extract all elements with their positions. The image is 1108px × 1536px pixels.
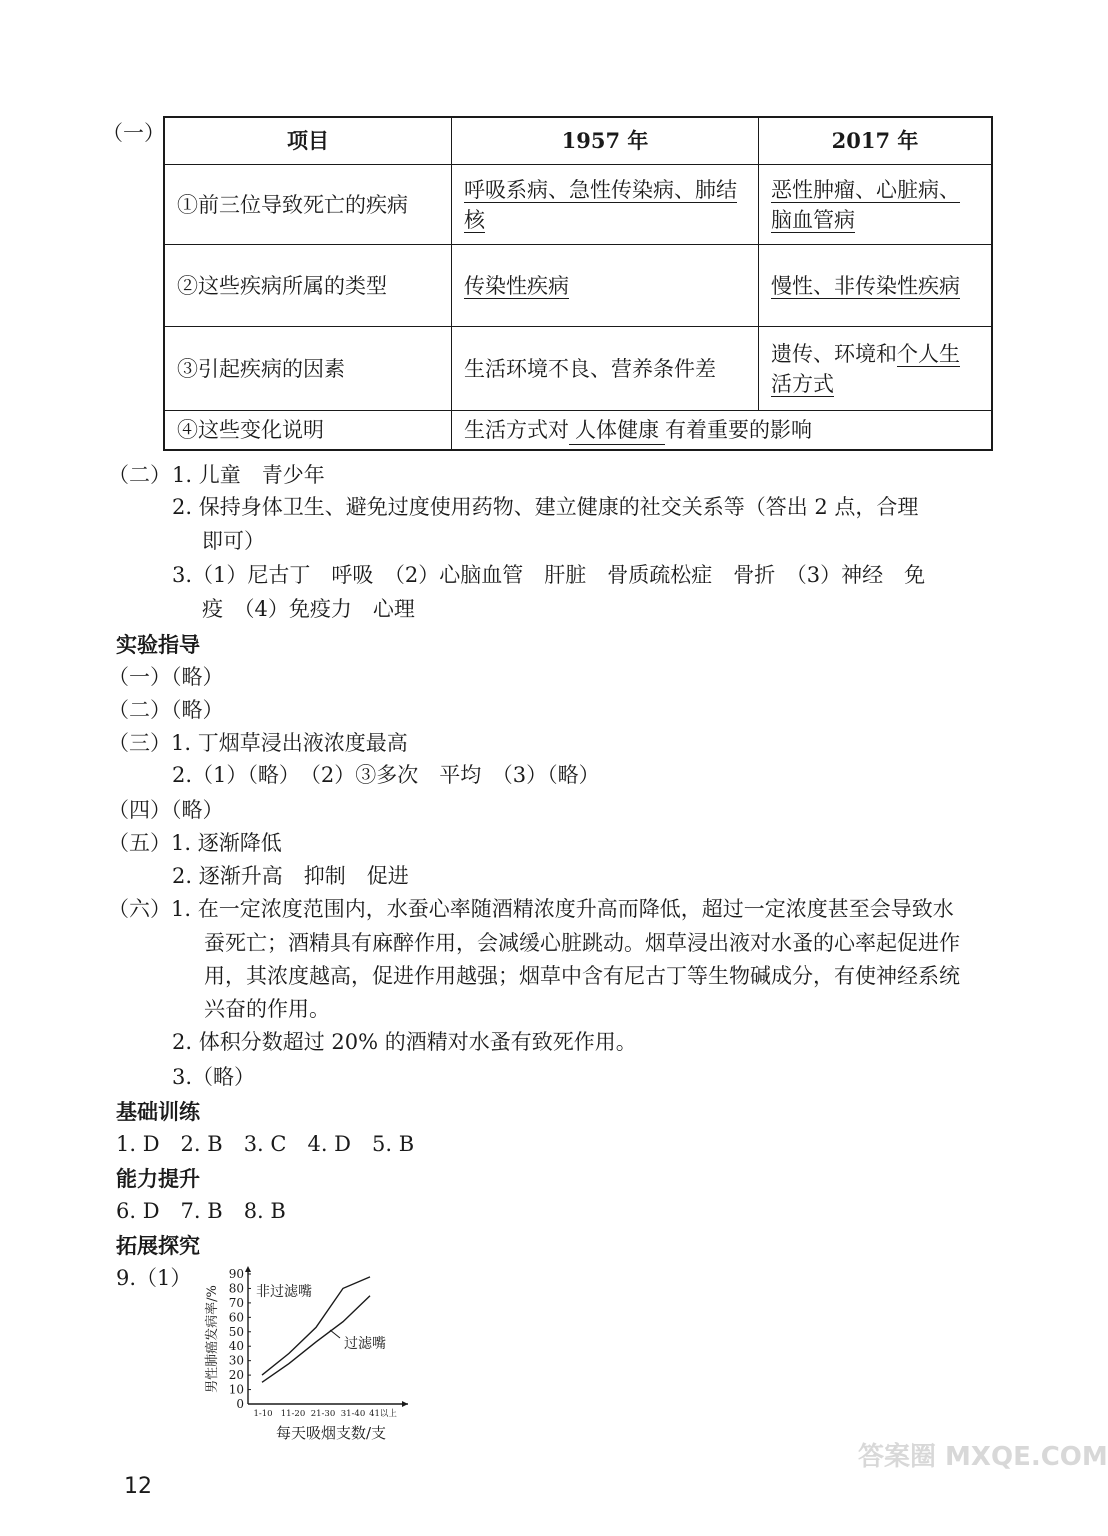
answer-blank: 人体健康: [569, 417, 665, 445]
experiment-line: 2. 逐渐升高 抑制 促进: [172, 864, 409, 888]
experiment-line: （二）（略）: [108, 698, 224, 722]
x-axis-label: 每天吸烟支数/支: [275, 1424, 387, 1442]
experiment-line: 蚕死亡；酒精具有麻醉作用，会减缓心脏跳动。烟草浸出液对水蚤的心率起促进作: [204, 931, 960, 955]
basic-answers: 1. D 2. B 3. C 4. D 5. B: [116, 1132, 415, 1156]
part-two-q3-line2: 疫 （4）免疫力 心理: [202, 597, 415, 621]
table-cell-1957: [452, 165, 759, 245]
table-row: [164, 165, 992, 245]
explore-heading: 拓展探究: [116, 1234, 200, 1258]
x-tick-label: 21-30: [310, 1409, 336, 1419]
y-tick-label: 0: [236, 1397, 244, 1411]
q9-label: 9.（1）: [116, 1266, 192, 1290]
answer-blank: 个人生活方式: [771, 341, 960, 396]
ability-heading: 能力提升: [116, 1167, 200, 1191]
table-header-2017: 2017 年: [759, 117, 993, 165]
cell-suffix: 有着重要的影响: [665, 418, 812, 442]
y-tick-label: 40: [228, 1339, 244, 1354]
section-one-label: （一）: [102, 121, 165, 145]
experiment-line: 用，其浓度越高，促进作用越强；烟草中含有尼古丁等生物碱成分，有使神经系统: [204, 964, 960, 988]
table-cell-item: ①前三位导致死亡的疾病: [164, 165, 452, 245]
experiment-line: （六）1. 在一定浓度范围内，水蚕心率随酒精浓度升高而降低，超过一定浓度甚至会导致水: [108, 897, 954, 921]
part-two-q2-line1: 2. 保持身体卫生、避免过度使用药物、建立健康的社交关系等（答出 2 点，合理: [172, 495, 919, 519]
series-label: 过滤嘴: [344, 1336, 386, 1352]
table-header-row: [164, 117, 992, 165]
table-cell-item: ④这些变化说明: [164, 411, 452, 451]
cell-prefix: 遗传、环境和: [771, 341, 897, 366]
page-number: 12: [124, 1474, 152, 1499]
table-row: [164, 327, 992, 411]
table-row: [164, 411, 992, 451]
table-row: [164, 245, 992, 327]
watermark-logo: 答案圈 MXQE.COM: [858, 1442, 1108, 1472]
experiment-line: （四）（略）: [108, 798, 224, 822]
experiment-line: （三）1. 丁烟草浸出液浓度最高: [108, 731, 408, 755]
experiment-line: 兴奋的作用。: [204, 997, 330, 1021]
x-tick-label: 11-20: [280, 1409, 306, 1419]
x-tick-label: 31-40: [340, 1409, 366, 1419]
table-cell-2017: [759, 245, 993, 327]
part-two-q1: 1. 儿童 青少年: [172, 463, 325, 487]
y-axis-label: 男性肺癌发病率/%: [205, 1285, 220, 1393]
y-tick-label: 90: [228, 1267, 244, 1281]
x-axis-arrow: [402, 1401, 408, 1407]
y-axis-arrow: [245, 1266, 251, 1272]
part-two-q3-line1: 3.（1）尼古丁 呼吸 （2）心脑血管 肝脏 骨质疏松症 骨折 （3）神经 免: [172, 563, 926, 587]
answer-blank: 慢性、非传染性疾病: [771, 273, 960, 298]
table-cell-2017: [759, 165, 993, 245]
y-tick-label: 20: [228, 1368, 244, 1383]
table-cell-item: ②这些疾病所属的类型: [164, 245, 452, 327]
y-tick-label: 10: [228, 1382, 244, 1397]
experiment-line: （一）（略）: [108, 665, 224, 689]
answer-table: [163, 116, 993, 451]
x-tick-label: 41以上: [369, 1409, 397, 1419]
table-cell-merged: [452, 411, 993, 451]
table-cell-1957: 生活环境不良、营养条件差: [452, 327, 759, 411]
table-cell-1957: [452, 245, 759, 327]
part-two-q2-line2: 即可）: [202, 529, 265, 553]
lung-cancer-chart: [200, 1258, 420, 1444]
y-tick-label: 30: [228, 1353, 244, 1368]
y-tick-label: 60: [228, 1310, 244, 1325]
series-label: 非过滤嘴: [256, 1284, 312, 1300]
experiment-line: （五）1. 逐渐降低: [108, 831, 282, 855]
label-pointer: [330, 1330, 340, 1338]
table-cell-2017: [759, 327, 993, 411]
answer-blank: 恶性肿瘤、心脏病、脑血管病: [771, 177, 960, 232]
basic-heading: 基础训练: [116, 1100, 200, 1124]
x-tick-label: 1-10: [253, 1409, 273, 1419]
y-tick-label: 50: [228, 1324, 244, 1339]
y-tick-label: 80: [228, 1281, 244, 1296]
answer-blank: 传染性疾病: [464, 273, 569, 298]
cell-prefix: 生活方式对: [464, 418, 569, 442]
experiment-line: 2. 体积分数超过 20% 的酒精对水蚤有致死作用。: [172, 1030, 637, 1054]
experiment-line: 3.（略）: [172, 1065, 256, 1089]
ability-answers: 6. D 7. B 8. B: [116, 1199, 286, 1223]
experiment-heading: 实验指导: [116, 633, 200, 657]
section-two-label: （二）: [108, 463, 171, 487]
table-header-item: 项目: [164, 117, 452, 165]
answer-blank: 呼吸系病、急性传染病、肺结核: [464, 177, 737, 232]
y-tick-label: 70: [228, 1295, 244, 1310]
table-cell-item: ③引起疾病的因素: [164, 327, 452, 411]
experiment-line: 2.（1）（略） （2）③多次 平均 （3）（略）: [172, 763, 600, 787]
table-header-1957: 1957 年: [452, 117, 759, 165]
